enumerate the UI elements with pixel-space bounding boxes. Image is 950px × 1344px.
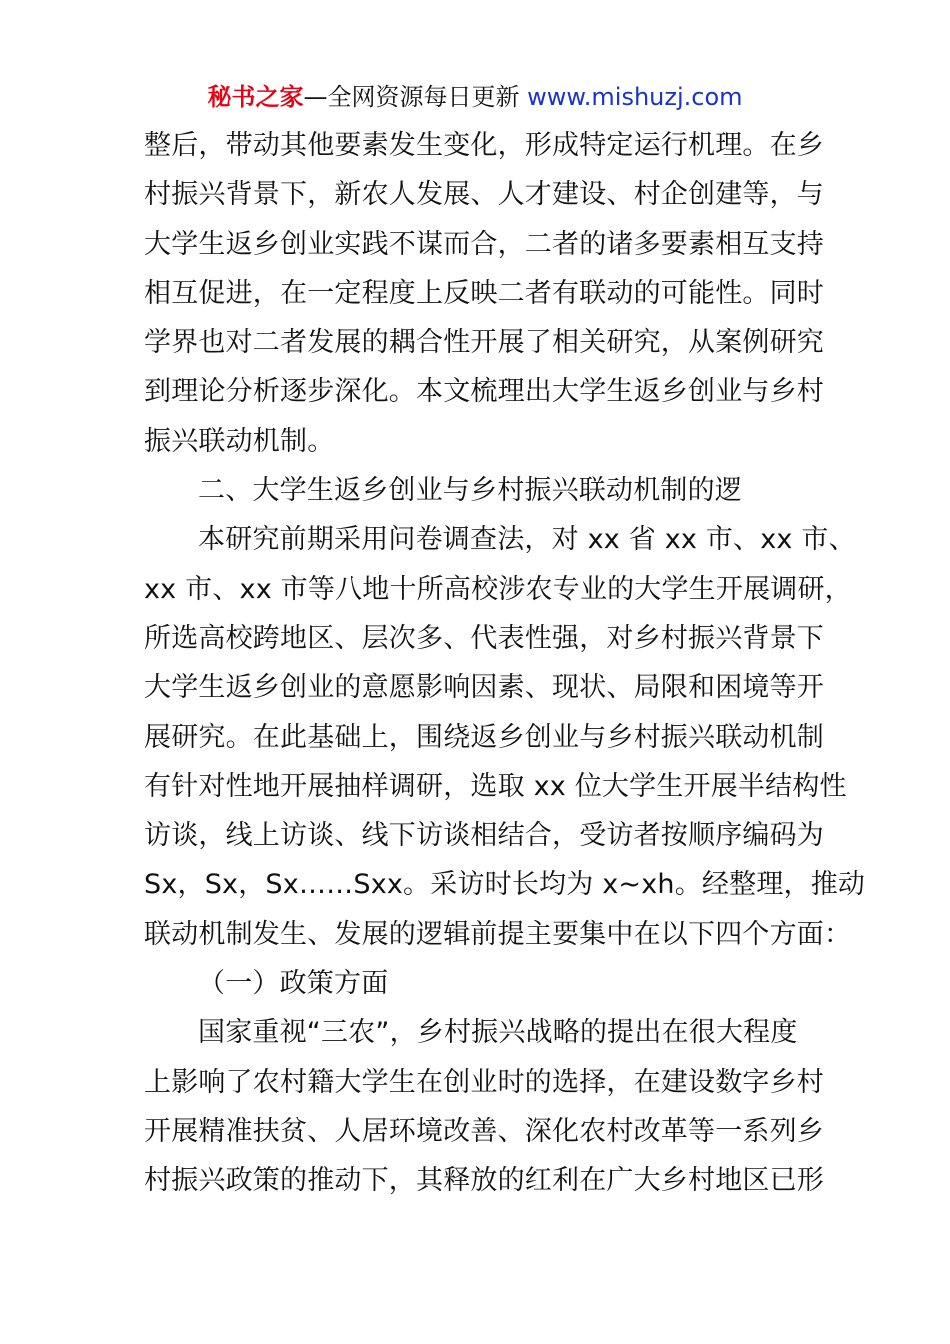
text-line: 上影响了农村籍大学生在创业时的选择，在建设数字乡村 bbox=[144, 1066, 824, 1098]
section-heading: 二、大学生返乡创业与乡村振兴联动机制的逻 bbox=[198, 475, 742, 507]
text-line: 所选高校跨地区、层次多、代表性强，对乡村振兴背景下 bbox=[144, 622, 824, 654]
text-line: 展研究。在此基础上，围绕返乡创业与乡村振兴联动机制 bbox=[144, 721, 824, 753]
text-line: 到理论分析逐步深化。本文梳理出大学生返乡创业与乡村 bbox=[144, 376, 824, 408]
site-url-link[interactable]: www.mishuzj.com bbox=[527, 83, 743, 111]
text-line: Sx，Sx，Sx……Sxx。采访时长均为 x~xh。经整理，推动 bbox=[144, 869, 866, 901]
text-line: 联动机制发生、发展的逻辑前提主要集中在以下四个方面： bbox=[144, 918, 852, 950]
site-brand: 秘书之家 bbox=[207, 83, 304, 111]
text-line: 村振兴政策的推动下，其释放的红利在广大乡村地区已形 bbox=[144, 1165, 824, 1197]
site-header bbox=[0, 80, 950, 114]
text-line: 振兴联动机制。 bbox=[144, 425, 335, 457]
text-line: 整后，带动其他要素发生变化，形成特定运行机理。在乡 bbox=[144, 130, 824, 161]
subsection-heading: （一）政策方面 bbox=[198, 968, 389, 1000]
site-tagline: —全网资源每日更新 bbox=[303, 83, 528, 111]
text-line: 国家重视“三农”，乡村振兴战略的提出在很大程度 bbox=[198, 1017, 798, 1049]
text-line: 大学生返乡创业的意愿影响因素、现状、局限和困境等开 bbox=[144, 672, 824, 704]
text-line: 访谈，线上访谈、线下访谈相结合，受访者按顺序编码为 bbox=[144, 820, 824, 852]
text-line: 大学生返乡创业实践不谋而合，二者的诸多要素相互支持 bbox=[144, 228, 824, 260]
text-line: 开展精准扶贫、人居环境改善、深化农村改革等一系列乡 bbox=[144, 1115, 824, 1147]
text-line: 有针对性地开展抽样调研，选取 xx 位大学生开展半结构性 bbox=[144, 770, 847, 802]
document-body bbox=[144, 121, 866, 1206]
text-line: 学界也对二者发展的耦合性开展了相关研究，从案例研究 bbox=[144, 327, 824, 359]
text-line: 村振兴背景下，新农人发展、人才建设、村企创建等，与 bbox=[144, 179, 824, 211]
text-line: xx 市、xx 市等八地十所高校涉农专业的大学生开展调研， bbox=[144, 573, 852, 605]
text-line: 相互促进，在一定程度上反映二者有联动的可能性。同时 bbox=[144, 277, 824, 309]
text-line: 本研究前期采用问卷调查法，对 xx 省 xx 市、xx 市、 bbox=[198, 524, 856, 556]
